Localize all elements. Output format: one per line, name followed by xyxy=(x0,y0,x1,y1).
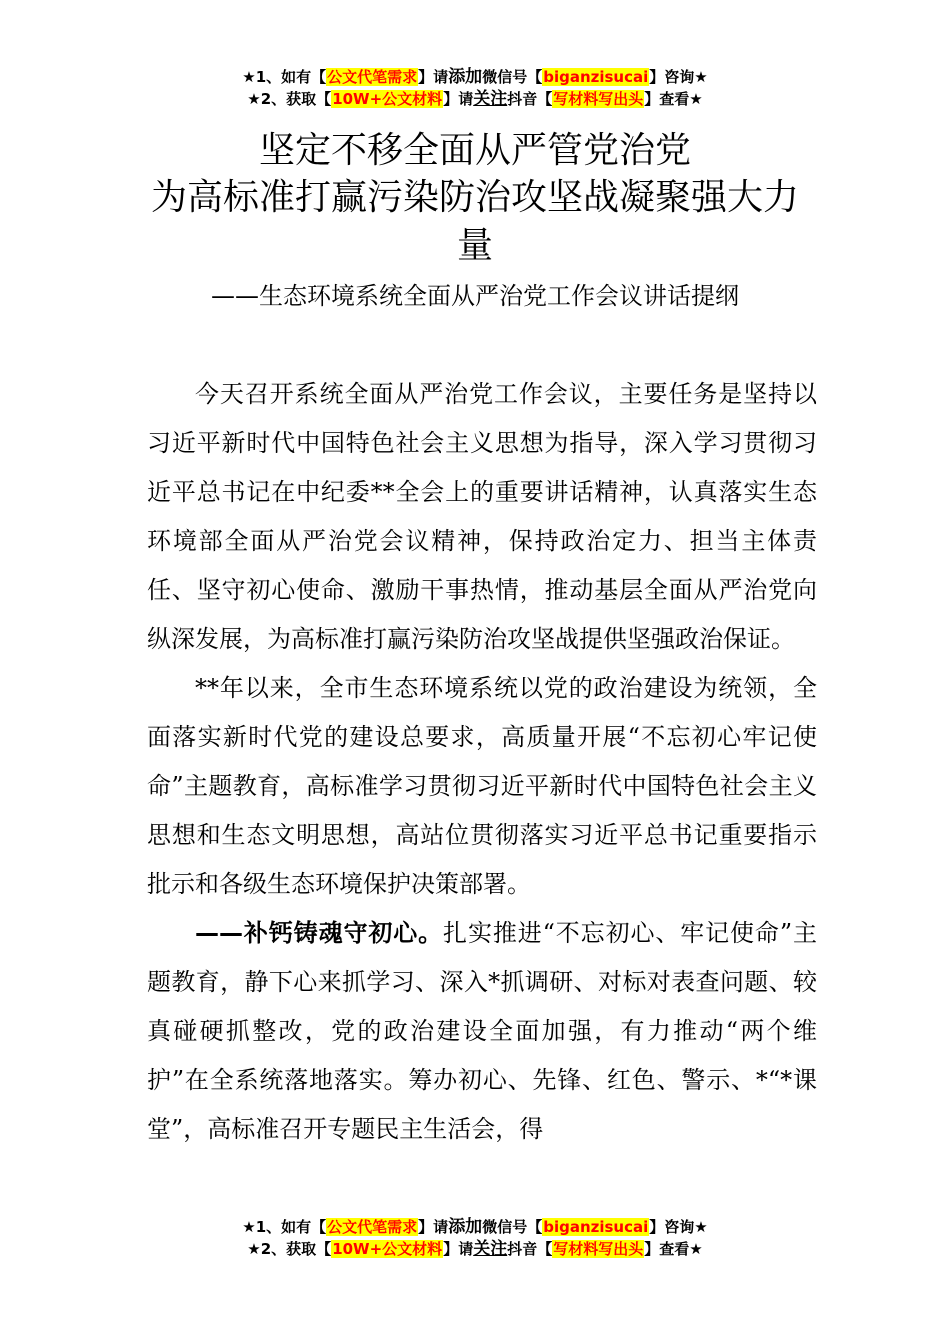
highlight-materials: 10W+公文材料 xyxy=(332,1240,443,1258)
section-lead-in: ——补钙铸魂守初心。 xyxy=(195,919,444,947)
promo-banner-bottom xyxy=(0,1216,950,1260)
highlight-douyin-account: 写材料写出头 xyxy=(553,1240,644,1258)
promo-line-2: ★2、获取【10W+公文材料】请关注抖音【写材料写出头】查看★ xyxy=(247,1239,703,1259)
promo-banner-top xyxy=(0,66,950,110)
document-title-line-1: 坚定不移全面从严管党治党 xyxy=(258,130,691,171)
highlight-service: 公文代笔需求 xyxy=(327,68,418,86)
highlight-douyin-account: 写材料写出头 xyxy=(553,90,644,108)
highlight-wechat-id: biganzisucai xyxy=(543,68,649,86)
paragraph-2: **年以来，全市生态环境系统以党的政治建设为统领，全面落实新时代党的建设总要求，高质量开展“不忘初心牢记使命”主题教育，高标准学习贯彻习近平新时代中国特色社会主义思想和生态文明思想，高站位贯彻落实习近平总书记重要指示批示和各级生态环境保护决策部署。 xyxy=(147,674,817,898)
paragraph-3: ——补钙铸魂守初心。扎实推进“不忘初心、牢记使命”主题教育，静下心来抓学习、深入*抓调研、对标对表查问题、较真碰硬抓整改，党的政治建设全面加强，有力推动“两个维护”在全系统落地落实。筹办初心、先锋、红色、警示、*“*课堂”，高标准召开专题民主生活会，得 xyxy=(147,919,817,1143)
promo-line-2: ★2、获取【10W+公文材料】请关注抖音【写材料写出头】查看★ xyxy=(247,89,703,109)
document-subtitle: ——生态环境系统全面从严治党工作会议讲话提纲 xyxy=(211,282,739,310)
promo-line-1: ★1、如有【公文代笔需求】请添加微信号【biganzisucai】咨询★ xyxy=(242,67,708,87)
document-title-line-3: 量 xyxy=(456,225,493,266)
document-title-line-2: 为高标准打赢污染防治攻坚战凝聚强大力 xyxy=(150,177,799,218)
highlight-materials: 10W+公文材料 xyxy=(332,90,443,108)
paragraph-1: 今天召开系统全面从严治党工作会议，主要任务是坚持以习近平新时代中国特色社会主义思想为指导，深入学习贯彻习近平总书记在中纪委**全会上的重要讲话精神，认真落实生态环境部全面从严治党会议精神，保持政治定力、担当主体责任、坚守初心使命、激励干事热情，推动基层全面从严治党向纵深发展，为高标准打赢污染防治攻坚战提供坚强政治保证。 xyxy=(147,380,817,653)
highlight-wechat-id: biganzisucai xyxy=(543,1218,649,1236)
highlight-service: 公文代笔需求 xyxy=(327,1218,418,1236)
promo-line-1: ★1、如有【公文代笔需求】请添加微信号【biganzisucai】咨询★ xyxy=(242,1217,708,1237)
document-body xyxy=(147,370,817,1154)
